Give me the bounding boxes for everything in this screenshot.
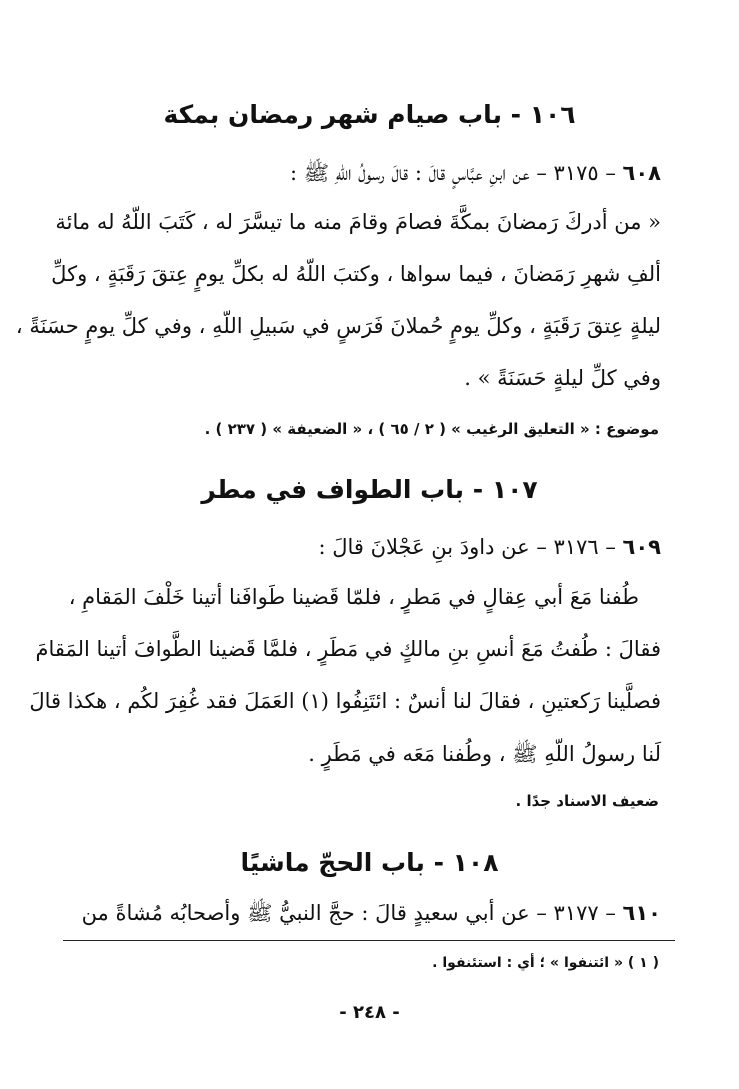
- hadith-609-header: ٦٠٩ – ٣١٧٦ – عن داودَ بنِ عَجْلانَ قالَ :: [318, 535, 661, 559]
- hadith-608-header: ٦٠٨ – ٣١٧٥ – عن ابنِ عبَّاسٍ قالَ : قالَ رسولُ اللّهِ ﷺ :: [290, 161, 661, 185]
- hadith-intro: عن أبي سعيدٍ قالَ : حجَّ النبيُّ ﷺ وأصحابُه مُشاةً من: [81, 901, 530, 925]
- hadith-text-line: وفي كلِّ ليلةٍ حَسَنَةً » .: [464, 366, 661, 390]
- hadith-grading: موضوع : « التعليق الرغيب » ( ٢ / ٦٥ ) ، « الضعيفة » ( ٢٣٧ ) .: [204, 420, 659, 438]
- hadith-text-line: فصلَّينا رَكعتينِ ، فقالَ لنا أنسٌ : ائتَنِفُوا (١) العَمَلَ فقد غُفِرَ لكُم ، هكذا قالَ: [29, 689, 661, 713]
- hadith-text-line: فقالَ : طُفتُ مَعَ أنسِ بنِ مالكٍ في مَطَرٍ ، فلمَّا قَضينا الطَّوافَ أتينا المَقامَ: [35, 637, 661, 661]
- hadith-number: ٦١٠: [622, 901, 661, 925]
- chapter-heading-106: ١٠٦ - باب صيام شهر رمضان بمكة: [163, 100, 576, 129]
- hadith-text-line: طُفنا مَعَ أبي عِقالٍ في مَطرٍ ، فلمّا قَضينا طَوافَنا أتينا خَلْفَ المَقامِ ،: [68, 585, 639, 609]
- hadith-intro: عن داودَ بنِ عَجْلانَ قالَ :: [318, 535, 530, 559]
- footnote: ( ١ ) « ائتنفوا » ؛ أي : استئنفوا .: [432, 955, 659, 971]
- hadith-text-line: « من أدركَ رَمضانَ بمكَّةَ فصامَ وقامَ منه ما تيسَّرَ له ، كَتَبَ اللّهُ له مائة: [55, 210, 661, 234]
- chapter-heading-108: ١٠٨ - باب الحجّ ماشيًا: [240, 848, 499, 877]
- hadith-ref: ٣١٧٥: [553, 161, 599, 185]
- hadith-grading: ضعيف الاسناد جدًا .: [515, 792, 659, 810]
- hadith-text-line: ألفِ شهرِ رَمَضانَ ، فيما سواها ، وكتبَ اللّهُ له بكلِّ يومٍ عِتقَ رَقَبَةٍ ، وكلِّ: [51, 262, 661, 286]
- chapter-heading-107: ١٠٧ - باب الطواف في مطر: [201, 475, 538, 504]
- hadith-text-line: ليلةٍ عِتقَ رَقَبَةٍ ، وكلِّ يومٍ حُملانَ فَرَسٍ في سَبيلِ اللّهِ ، وفي كلِّ يومٍ حسَنَةً ،: [15, 314, 661, 338]
- hadith-ref: ٣١٧٦: [553, 535, 599, 559]
- hadith-text-line: لَنا رسولُ اللّهِ ﷺ ، وطُفنا مَعَه في مَطَرٍ .: [308, 742, 661, 766]
- hadith-610-header: ٦١٠ – ٣١٧٧ – عن أبي سعيدٍ قالَ : حجَّ النبيُّ ﷺ وأصحابُه مُشاةً من: [81, 901, 661, 925]
- hadith-number: ٦٠٩: [622, 535, 661, 559]
- hadith-ref: ٣١٧٧: [553, 901, 599, 925]
- page-number: - ٢٤٨ -: [339, 1002, 400, 1023]
- hadith-number: ٦٠٨: [622, 161, 661, 185]
- hadith-intro: عن ابنِ عبَّاسٍ قالَ : قالَ رسولُ اللّهِ ﷺ :: [290, 161, 530, 185]
- footnote-divider: [63, 940, 675, 941]
